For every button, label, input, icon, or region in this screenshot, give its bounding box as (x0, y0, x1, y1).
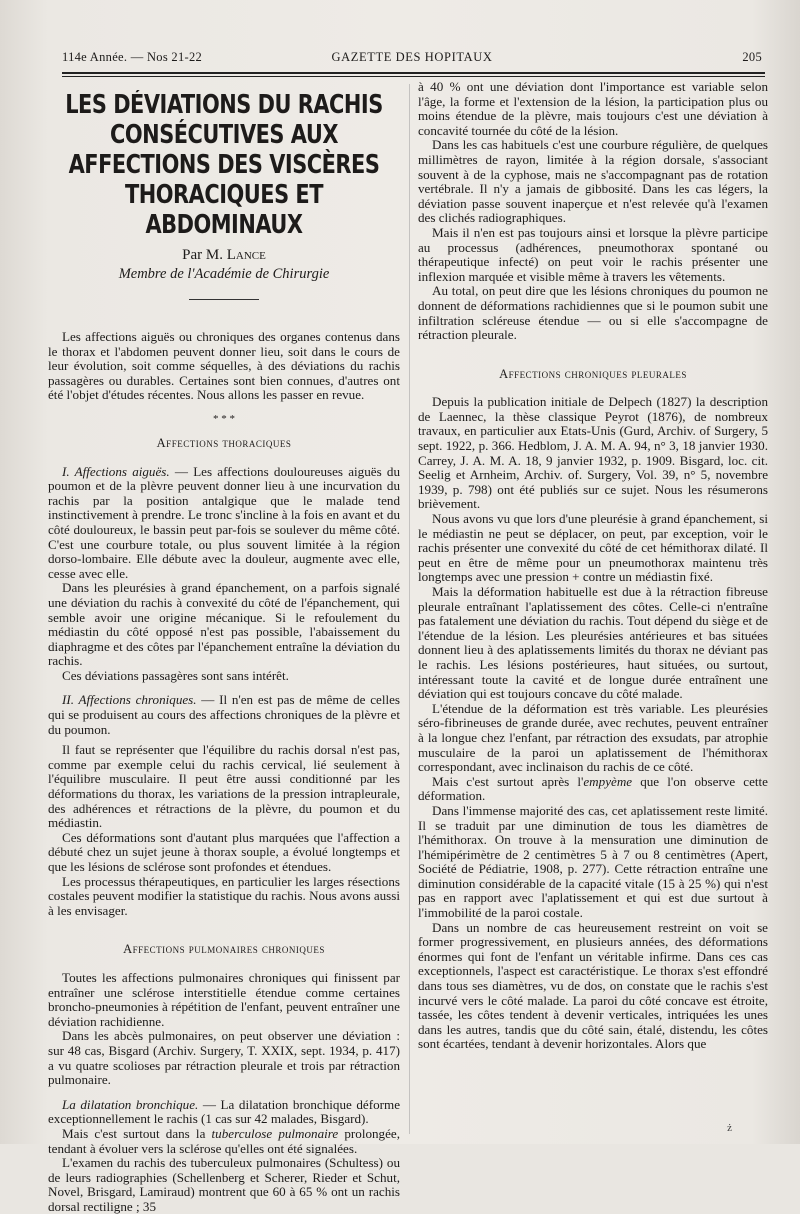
byline (48, 246, 400, 264)
article-title (50, 90, 398, 240)
author-affiliation: Membre de l'Académie de Chirurgie (118, 266, 330, 282)
page-number: 205 (742, 50, 762, 64)
footer-mark: ż (727, 1122, 732, 1134)
paragraph: Mais il n'en est pas toujours ainsi et lorsque la plèvre participe au processus (adhérences, pneumothorax spontané ou thérapeutique infecté) on peut voir le rachis présenter une inflexion marquée et visible même à travers les vêtements. (418, 224, 768, 284)
paragraph: Dans les abcès pulmonaires, on peut observer une déviation : sur 48 cas, Bisgard (Archiv. Surgery, T. XXIX, sept. 1934, p. 417) a vu quatre scolioses par rétraction pleurale et trois par rétraction pulmonaire. (48, 1028, 400, 1088)
section-stars: * * * (213, 412, 235, 425)
title-rule (189, 299, 259, 300)
paragraph: Il faut se représenter que l'équilibre du rachis dorsal n'est pas, comme par exemple celui du rachis cervical, lié seulement à l'équilibre musculaire. Il peut être aussi conditionné par les déformations du thorax, les variations de la pression intrapleurale, des adhérences et rétractions de la plèvre, du poumon et du médiastin. (48, 742, 400, 831)
paragraph: Ces déformations sont d'autant plus marquées que l'affection a débuté chez un sujet jeune à thorax souple, a évolué longtemps et que les lésions de sclérose sont profondes et étendues. (48, 829, 400, 874)
title-line-2: CONSÉCUTIVES AUX AFFECTIONS DES VISCÈRES (68, 120, 380, 180)
paragraph: Mais c'est surtout après l'empyème que l'on observe cette déformation. (418, 773, 768, 804)
paragraph: L'étendue de la déformation est très variable. Les pleurésies séro-fibrineuses de grande durée, avec rechutes, peuvent entraîner à la longue chez l'enfant, par rétraction des exsudats, par atrophie musculaire de la paroi un aplatissement de l'hémithorax correspondant, avec inclinaison du rachis de ce côté. (418, 700, 768, 775)
title-line-3: THORACIQUES ET ABDOMINAUX (124, 180, 323, 240)
author-name: Lance (226, 247, 266, 263)
byline-prefix: Par M. (182, 247, 223, 263)
page-header (62, 50, 762, 70)
paragraph: Dans les pleurésies à grand épanchement, on a parfois signalé une déviation du rachis à convexité du côté de l'épanchement, qui semble avoir une origine mécanique. Si le refoulement du médiastin du côté opposé n'est pas possible, l'abaissement du diaphragme et des côtes par l'épanchement entraîne la déviation du rachis. (48, 580, 400, 669)
paragraph: La dilatation bronchique. — La dilatation bronchique déforme exceptionnellement le rachis (1 cas sur 42 malades, Bisgard). (48, 1096, 401, 1127)
section-heading-thoraciques: Affections thoraciques (156, 435, 292, 450)
journal-name: GAZETTE DES HOPITAUX (331, 50, 493, 64)
paragraph: Au total, on peut dire que les lésions chroniques du poumon ne donnent de déformations rachidiennes que si le poumon subit une infiltration scléreuse étendue — ou si elle s'accompagne de rétraction pleurale. (418, 283, 768, 343)
section-heading-pulmonaires: Affections pulmonaires chroniques (123, 942, 325, 957)
paragraph: Dans un nombre de cas heureusement restreint on voit se former progressivement, en plusieurs années, des déformations énormes qui font de l'enfant un véritable infirme. Dans ces cas exceptionnels, l'aspect est caractéristique. Le thorax s'est effondré dans tous ses diamètres, vu de dos, on constate que le rachis s'est incurvé vers le côté malade. La paroi du côté concave est étroite, tassée, les côtes tendent à devenir verticales, intriquées les unes dans les autres, tandis que du côté sain, étalé, distendu, les côtes sont écartées, tendant à devenir horizontales. Alors que (418, 919, 768, 1052)
paragraph: Mais c'est surtout dans la tuberculose pulmonaire prolongée, tendant à évoluer vers la sclérose qu'elles ont été signalées. (48, 1125, 400, 1156)
paragraph: Mais la déformation habituelle est due à la rétraction fibreuse pleurale entraînant l'aplatissement des côtes. Celle-ci n'entraîne pas fatalement une déviation du rachis. Tout dépend du siège et de l'étendue de la lésion. Les pleurésies antérieures et bas situées donnent lieu à des aplatissements limités du thorax ne déviant pas le rachis. Les lésions postérieures, haut situées, ou surtout, intéressant toute la cavité et de longue durée entraînent une déviation qui est toujours concave du côté malade. (418, 584, 768, 702)
title-line-1: LES DÉVIATIONS DU RACHIS (65, 90, 383, 120)
paragraph-label: II. Affections chroniques. (62, 692, 197, 708)
paragraph: Dans les cas habituels c'est une courbure régulière, de quelques millimètres de rayon, limitée à la région dorsale, s'associant souvent à de la cyphose, mais ne s'accompagnant pas de rotation vertébrale. Il n'y a jamais de gibbosité. Dans les cas légers, la déviation passe souvent inaperçue et n'est relevée qu'à l'examen des clichés radiographiques. (418, 137, 768, 226)
paragraph: L'examen du rachis des tuberculeux pulmonaires (Schultess) ou de leurs radiographies (Schellenberg et Scherer, Rieder et Schut, Novel, Brisgard, Lamiraud) montrent que 60 à 65 % ont un rachis dorsal rectiligne ; 35 (48, 1155, 400, 1214)
intro-paragraph: Les affections aiguës ou chroniques des organes contenus dans le thorax et l'abdomen peuvent donner lieu, soit dans le cours de leur évolution, soit comme séquelles, à des déviations du rachis passagères ou durables. Certaines sont bien connues, d'autres ont été l'objet d'études récentes. Nous allons les passer en revue. (48, 329, 400, 403)
paragraph: Dans l'immense majorité des cas, cet aplatissement reste limité. Il se traduit par une diminution de tous les diamètres de l'hémithorax. On trouve à la mensuration une diminution de l'hémipérimètre de 2 centimètres 5 à 7 ou 8 centimètres (Apert, Société de Pédiatrie, 1908, p. 277). Cette rétraction entraîne une diminution considérable de la capacité vitale (15 à 25 %) qui n'est pas en rapport avec l'aplatissement et qui est due surtout à l'immobilité de la paroi costale. (418, 802, 768, 921)
paragraph: Depuis la publication initiale de Delpech (1827) la description de Laennec, la thèse classique Peyrot (1876), de nombreux travaux, en particulier aux Etats-Unis (Gurd, Archiv. of Surgery, 5 sept. 1922, p. 366. Hedblom, J. A. M. A. 94, n° 3, 18 janvier 1930. Carrey, J. A. M. A. 18, 9 janvier 1932, p. 1909. Bisgard, loc. cit. Seelig et Arnheim, Archiv. of. Surgery, Vol. 39, n° 5, novembre 1939, p. 798) ont été publiés sur ce sujet. Nous les résumerons brièvement. (418, 394, 768, 512)
section-heading-pleurales: Affections chroniques pleurales (499, 366, 687, 381)
paragraph: à 40 % ont une déviation dont l'importance est variable selon l'âge, la forme et l'extension de la lésion, la participation plus ou moins étendue de la plèvre, mais toujours c'est une déviation à concavité tournée du côté de la lésion. (418, 79, 768, 138)
paragraph: Ces déviations passagères sont sans intérêt. (62, 667, 289, 683)
left-column (48, 80, 400, 1214)
issue-info: 114e Année. — Nos 21-22 (62, 50, 203, 64)
paragraph: Les processus thérapeutiques, en particulier les larges résections costales peuvent modifier la statistique du rachis. Nous avons aussi à les envisager. (48, 873, 401, 918)
paragraph-label: La dilatation bronchique. (62, 1096, 199, 1112)
paragraph: I. Affections aiguës. — Les affections douloureuses aiguës du poumon et de la plèvre peuvent donner lieu à une incurvation du rachis par la position antalgique que le malade tend instinctivement à prendre. Le tronc s'incline à la fois en avant et du côté douloureux, le bassin peut par-fois se soulever du même côté. C'est une courbure totale, ou plus souvent limitée à la région dorso-lombaire. Elle débute avec la douleur, augmente avec elle, cesse avec elle. (48, 463, 400, 581)
paragraph: II. Affections chroniques. — Il n'en est pas de même de celles qui se produisent au cours des affections chroniques de la plèvre et du poumon. (48, 692, 400, 737)
paragraph: Toutes les affections pulmonaires chroniques qui finissent par entraîner une sclérose interstitielle étendue comme certaines broncho-pneumonies à répétition de l'enfant, peuvent entraîner une déviation rachidienne. (48, 969, 400, 1029)
paragraph-label: I. Affections aiguës. (62, 463, 170, 479)
column-divider (409, 84, 410, 1134)
header-rule (62, 72, 765, 77)
paragraph: Nous avons vu que lors d'une pleurésie à grand épanchement, si le médiastin ne peut se déplacer, on peut, par exception, voir le rachis présenter une convexité du côté de cet hémithorax dilaté. Il peut en être de même pour un pneumothorax maintenu très longtemps avec une pression + contre un médiastin fixé. (418, 511, 768, 585)
right-column (418, 80, 768, 1052)
